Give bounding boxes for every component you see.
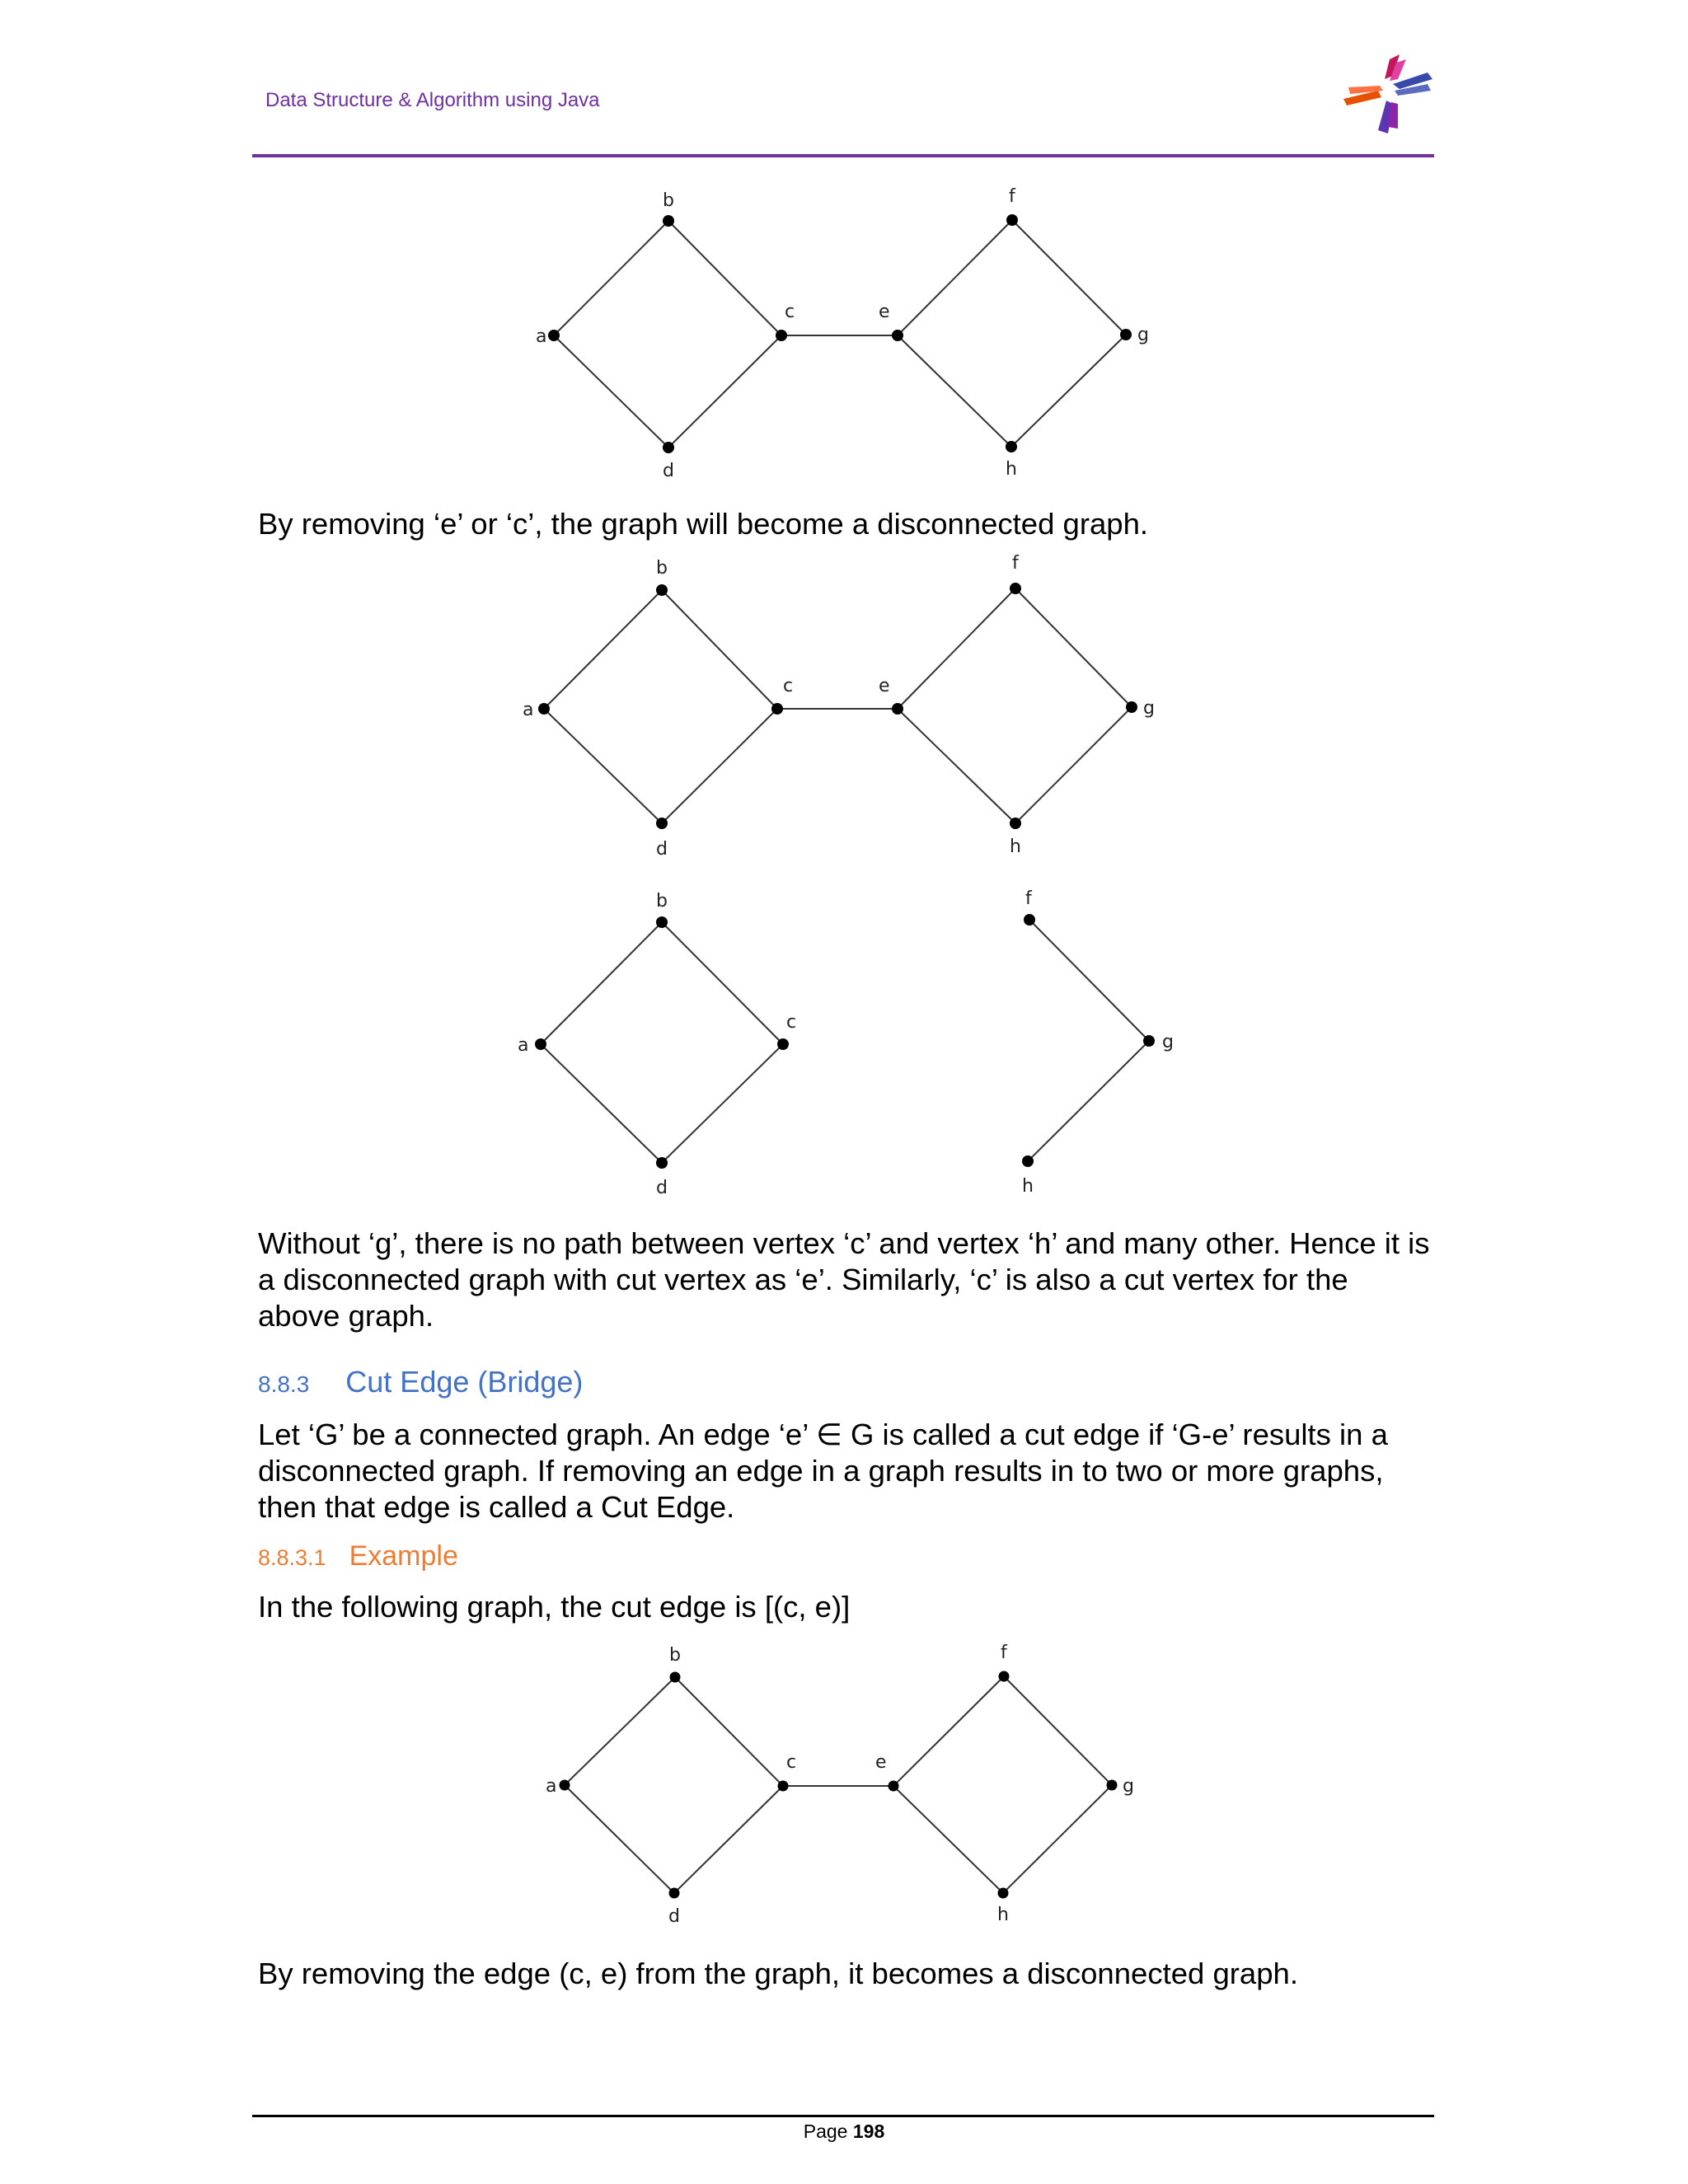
vertex-a: [560, 1780, 570, 1791]
graph-edges: [541, 920, 1149, 1163]
subsection-number: 8.8.3.1: [258, 1545, 326, 1570]
label-b: b: [663, 190, 674, 211]
graph-figure-2: [511, 552, 1170, 865]
label-a: a: [546, 1776, 557, 1797]
label-b: b: [656, 558, 668, 579]
vertex-f: [1024, 914, 1035, 926]
vertex-h: [998, 1888, 1009, 1899]
vertex-e: [892, 703, 903, 715]
vertex-f: [1006, 214, 1018, 226]
paragraph-remove-edge: By removing the edge (c, e) from the graph, it becomes a disconnected graph.: [258, 1957, 1298, 1990]
logo-icon: [1342, 51, 1434, 137]
graph-edges: [544, 588, 1132, 823]
vertex-a: [535, 1038, 546, 1050]
paragraph-without-g: Without ‘g’, there is no path between vertex ‘c’ and vertex ‘h’ and many other. Hence it is a disconnected graph with cut vertex as ‘e’. Similarly, ‘c’ is also a cut vertex for the above graph.: [258, 1226, 1430, 1333]
label-h: h: [1022, 1176, 1034, 1197]
graph-figure-1: [511, 181, 1170, 486]
label-e: e: [879, 302, 890, 322]
vertex-c: [778, 1781, 789, 1792]
page-footer: [0, 2121, 1688, 2143]
vertex-b: [670, 1672, 681, 1683]
vertex-c: [771, 703, 783, 715]
label-b: b: [669, 1645, 681, 1666]
vertex-d: [656, 1157, 668, 1169]
graph-figure-3-disconnected: [511, 882, 1174, 1203]
vertex-c: [776, 330, 787, 341]
section-number: 8.8.3: [258, 1371, 310, 1397]
label-d: d: [656, 1178, 668, 1198]
label-a: a: [518, 1035, 529, 1056]
vertex-g: [1126, 701, 1137, 713]
graph-figure-4: [528, 1640, 1154, 1937]
label-d: d: [656, 839, 668, 860]
label-h: h: [1010, 837, 1021, 857]
label-f: f: [1012, 553, 1019, 574]
footer-divider: [252, 2115, 1434, 2117]
vertex-g: [1107, 1780, 1118, 1791]
label-f: f: [1001, 1643, 1007, 1663]
vertex-b: [663, 215, 674, 227]
page-label: Page: [803, 2121, 848, 2142]
label-h: h: [997, 1905, 1009, 1925]
vertex-b: [656, 916, 668, 928]
label-f: f: [1025, 888, 1032, 909]
vertex-h: [1010, 818, 1021, 829]
vertex-f: [1010, 583, 1021, 594]
label-c: c: [785, 302, 795, 322]
subsection-title: Example: [349, 1540, 458, 1572]
vertex-d: [663, 442, 674, 453]
graph-edges: [565, 1676, 1112, 1893]
vertex-h: [1022, 1155, 1034, 1167]
vertex-a: [548, 330, 560, 341]
label-d: d: [668, 1906, 680, 1927]
section-heading: [258, 1365, 583, 1399]
vertex-h: [1006, 441, 1017, 452]
vertex-a: [538, 703, 550, 715]
paragraph-cut-edge-definition: Let ‘G’ be a connected graph. An edge ‘e’ ∈ G is called a cut edge if ‘G-e’ results in a disconnected graph. If removing an edge in a graph results in to two or more graphs, then that edge is called a Cut Edge.: [258, 1418, 1388, 1524]
label-g: g: [1162, 1032, 1174, 1052]
vertex-g: [1143, 1035, 1155, 1047]
label-g: g: [1143, 698, 1155, 719]
label-c: c: [786, 1752, 797, 1773]
vertex-b: [656, 584, 668, 596]
label-a: a: [536, 326, 547, 347]
label-g: g: [1137, 325, 1149, 345]
vertex-c: [777, 1038, 789, 1050]
vertex-g: [1120, 329, 1132, 340]
vertex-e: [889, 1781, 899, 1792]
graph-edges: [554, 220, 1126, 448]
section-title: Cut Edge (Bridge): [345, 1365, 584, 1399]
vertex-f: [999, 1671, 1010, 1682]
label-d: d: [663, 461, 674, 481]
paragraph-remove-vertex: By removing ‘e’ or ‘c’, the graph will become a disconnected graph.: [258, 507, 1149, 541]
header-divider: [252, 154, 1434, 157]
paragraph-example-intro: In the following graph, the cut edge is [(c, e)]: [258, 1590, 851, 1624]
label-h: h: [1006, 459, 1017, 480]
page-number: 198: [852, 2121, 885, 2142]
label-c: c: [783, 676, 794, 696]
label-a: a: [523, 700, 534, 720]
subsection-heading: [258, 1540, 458, 1572]
label-e: e: [879, 676, 890, 696]
label-f: f: [1009, 186, 1015, 207]
label-c: c: [786, 1012, 797, 1033]
header-title: Data Structure & Algorithm using Java: [265, 89, 600, 111]
vertex-d: [656, 818, 668, 829]
label-e: e: [875, 1752, 887, 1773]
label-b: b: [656, 891, 668, 912]
vertex-e: [892, 330, 903, 341]
label-g: g: [1123, 1776, 1134, 1797]
vertex-d: [669, 1888, 680, 1899]
